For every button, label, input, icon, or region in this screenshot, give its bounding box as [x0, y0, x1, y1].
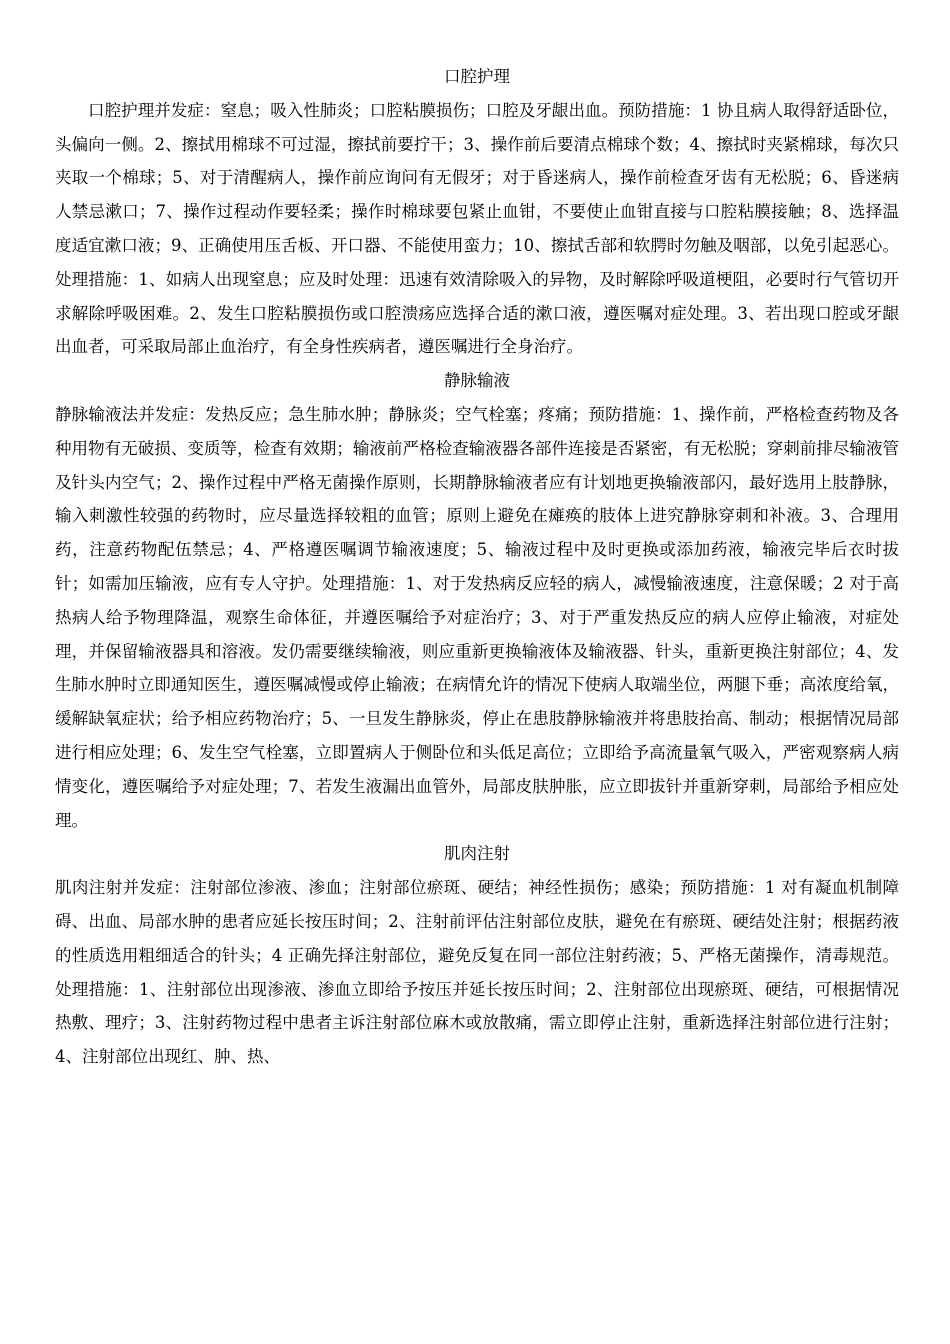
- section-body-iv-infusion: 静脉输液法并发症：发热反应；急生肺水肿；静脉炎；空气栓塞；疼痛；预防措施：1、操作前，严格检查药物及各种用物有无破损、变质等，检查有效期；输液前严格检查输液器各部件连接是否紧密，有无松脱；穿刺前排尽输液管及针头内空气；2、操作过程中严格无菌操作原则，长期静脉输液者应有计划地更换输液部闪，最好选用上肢静脉，输入刺激性较强的药物时，应尽量选择较粗的血管；原则上避免在瘫痪的肢体上进究静脉穿刺和补液。3、合理用药，注意药物配伍禁忌；4、严格遵医嘱调节输液速度；5、输液过程中及时更换或添加药液，输液完毕后衣时拔针；如需加压输液，应有专人守护。处理措施：1、对于发热病反应轻的病人，减慢输液速度，注意保暖；2 对于高热病人给予物理降温，观察生命体征，并遵医嘱给予对症治疗；3、对于严重发热反应的病人应停止输液，对症处理，并保留输液器具和溶液。发仍需要继续输液，则应重新更换输液体及输液器、针头，重新更换注射部位；4、发生肺水肿时立即通知医生，遵医嘱减慢或停止输液；在病情允许的情况下使病人取端坐位，两腿下垂；高浓度给氧，缓解缺氧症状；给予相应药物治疗；5、一旦发生静脉炎，停止在患肢静脉输液并将患肢抬高、制动；根据情况局部进行相应处理；6、发生空气栓塞，立即置病人于侧卧位和头低足高位；立即给予高流量氧气吸入，严密观察病人病情变化，遵医嘱给予对症处理；7、若发生液漏出血管外，局部皮肤肿胀，应立即拔针并重新穿刺，局部给予相应处理。: [55, 404, 899, 830]
- section-title-oral-care: 口腔护理: [444, 67, 510, 86]
- section-body-intramuscular-injection: 肌肉注射并发症：注射部位渗液、渗血；注射部位瘀斑、硬结；神经性损伤；感染；预防措施：1 对有凝血机制障碍、出血、局部水肿的患者应延长按压时间；2、注射前评估注射部位皮肤，避免在有瘀斑、硬结处注射；根据药液的性质选用粗细适合的针头；4 正确先择注射部位，避免反复在同一部位注射药液；5、严格无菌操作，清毒规范。处理措施：1、注射部位出现渗液、渗血立即给予按压并延长按压时间；2、注射部位出现瘀斑、硬结，可根据情况热敷、理疗；3、注射药物过程中患者主诉注射部位麻木或放散痛，需立即停止注射，重新选择注射部位进行注射；4、注射部位出现红、肿、热、: [55, 878, 899, 1067]
- section-title-intramuscular-injection: 肌肉注射: [444, 844, 510, 864]
- section-body-oral-care: 口腔护理并发症：窒息；吸入性肺炎；口腔粘膜损伤；口腔及牙龈出血。预防措施：1 协且病人取得舒适卧位，头偏向一侧。2、擦拭用棉球不可过湿，擦拭前要拧干；3、操作前后要清点棉球个数；4、擦拭时夹紧棉球，每次只夹取一个棉球；5、对于清醒病人，操作前应询问有无假牙；对于昏迷病人，操作前检查牙齿有无松脱；6、昏迷病人禁忌漱口；7、操作过程动作要轻柔；操作时棉球要包紧止血钳，不要使止血钳直接与口腔粘膜接触；8、选择温度适宜漱口液；9、正确使用压舌板、开口器、不能使用蛮力；10、擦拭舌部和软腭时勿触及咽部，以免引起恶心。处理措施：1、如病人出现窒息；应及时处理：迅速有效清除吸入的异物，及时解除呼吸道梗阻，必要时行气管切开求解除呼吸困难。2、发生口腔粘膜损伤或口腔溃疡应选择合适的漱口液，遵医嘱对症处理。3、若出现口腔或牙龈出血者，可采取局部止血治疗，有全身性疾病者，遵医嘱进行全身治疗。: [55, 100, 899, 357]
- section-title-iv-infusion: 静脉输液: [444, 371, 510, 391]
- document-page: [55, 60, 899, 1074]
